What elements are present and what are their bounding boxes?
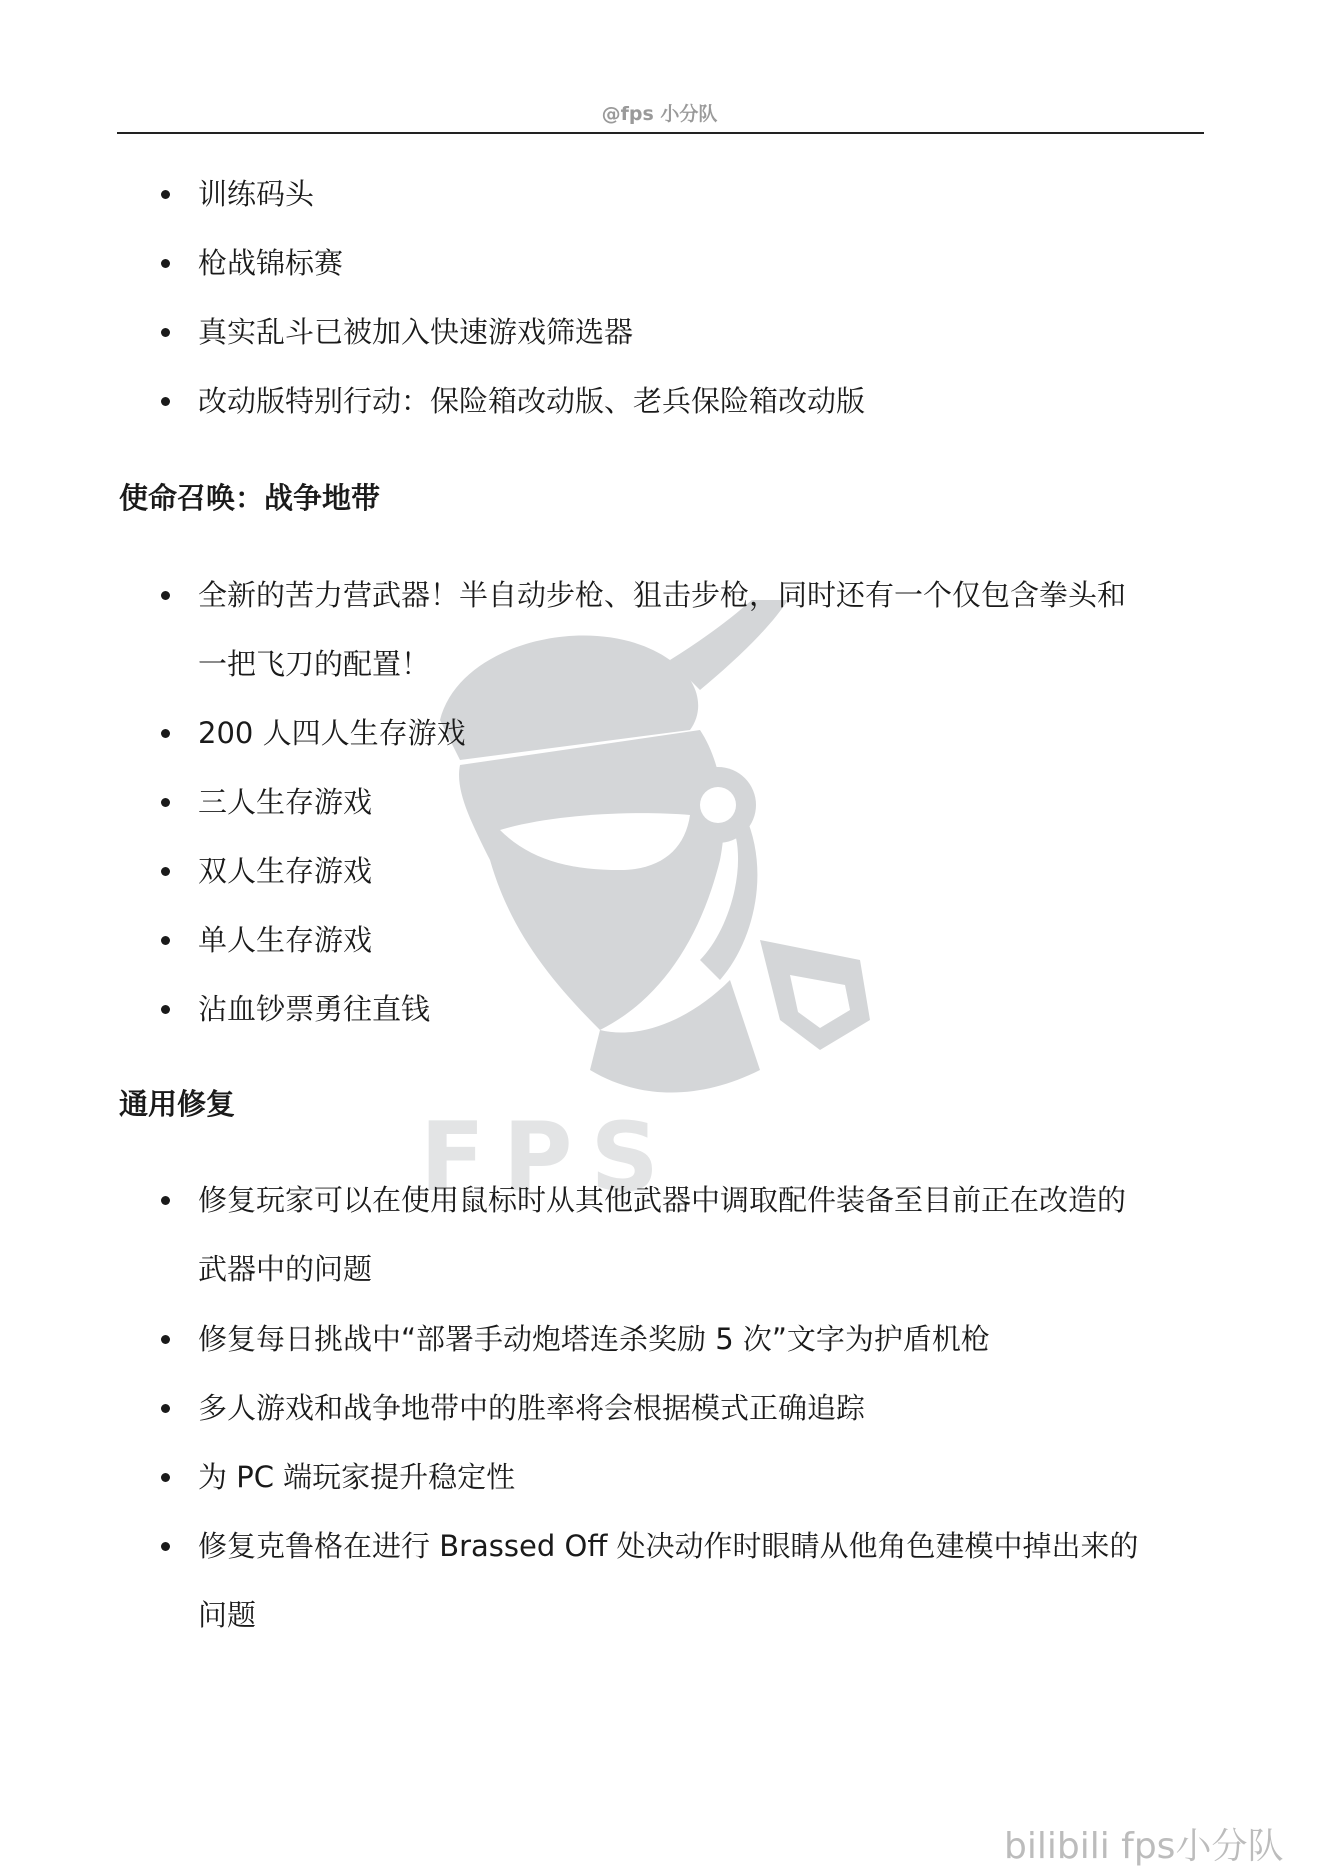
list-item: 多人游戏和战争地带中的胜率将会根据模式正确追踪	[198, 1374, 1208, 1443]
list-item: 沾血钞票勇往直钱	[198, 975, 1208, 1044]
list-item: 枪战锦标赛	[198, 229, 1208, 298]
list-item: 双人生存游戏	[198, 837, 1208, 906]
list-item: 训练码头	[198, 160, 1208, 229]
list-item: 真实乱斗已被加入快速游戏筛选器	[198, 298, 1208, 367]
header-divider	[117, 132, 1204, 134]
list-item: 修复玩家可以在使用鼠标时从其他武器中调取配件装备至目前正在改造的 武器中的问题	[198, 1166, 1208, 1304]
section-heading: 使命召唤：战争地带	[119, 481, 381, 515]
list-item: 修复每日挑战中“部署手动炮塔连杀奖励 5 次”文字为护盾机枪	[198, 1305, 1208, 1374]
watermark-text: FPS	[420, 1103, 677, 1200]
section-heading: 通用修复	[119, 1087, 236, 1121]
header-text: @fps 小分队	[601, 103, 718, 125]
list-item: 单人生存游戏	[198, 906, 1208, 975]
list-item: 为 PC 端玩家提升稳定性	[198, 1443, 1208, 1512]
list-item: 全新的苦力营武器！半自动步枪、狙击步枪，同时还有一个仅包含拳头和 一把飞刀的配置！	[198, 561, 1208, 699]
list-item: 修复克鲁格在进行 Brassed Off 处决动作时眼睛从他角色建模中掉出来的 问题	[198, 1512, 1208, 1650]
list-item: 改动版特别行动：保险箱改动版、老兵保险箱改动版	[198, 367, 1208, 436]
list-item: 三人生存游戏	[198, 768, 1208, 837]
bilibili-watermark: bilibili fps小分队	[1004, 1826, 1284, 1867]
list-item: 200 人四人生存游戏	[198, 699, 1208, 768]
